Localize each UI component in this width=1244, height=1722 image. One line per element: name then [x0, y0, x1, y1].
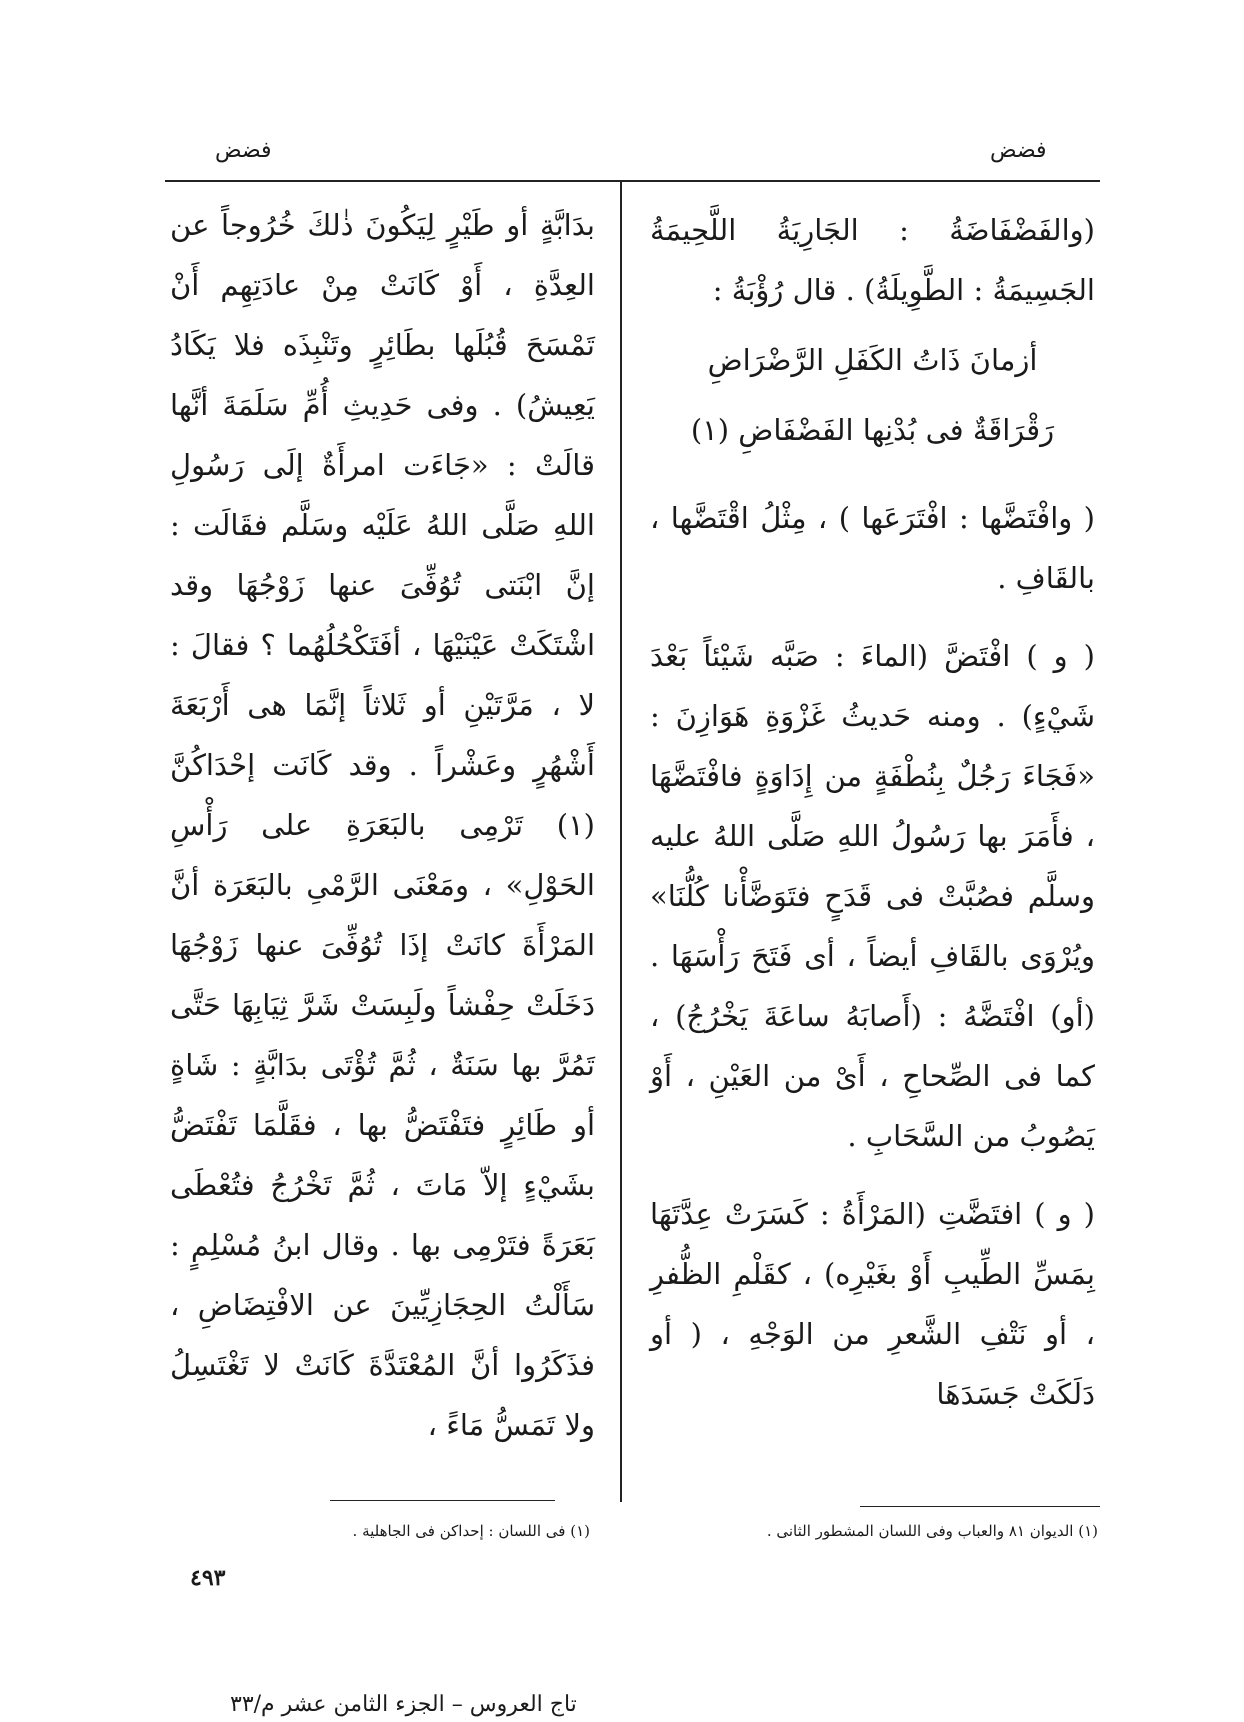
running-head-left: فضض [215, 138, 272, 163]
left-paragraph-1: بدَابَّةٍ أو طَيْرٍ لِيَكُونَ ذٰلكَ خُرُوجاً عن العِدَّةِ ، أَوْ كَانَتْ مِنْ عادَتِهِم أَنْ تَمْسَحَ قُبُلَها بطَائِرٍ وتَنْبِذَه فلا يَكَادُ يَعِيشُ) . وفى حَدِيثِ أُمِّ سَلَمَةَ أنَّها قالَتْ : «جَاءَت امرأَةٌ إلَى رَسُولِ اللهِ صَلَّى اللهُ عَلَيْه وسَلَّم فقَالَت : إنَّ ابْنَتى تُوُفِّىَ عنها زَوْجُهَا وقد اشْتَكَتْ عَيْنَيْهَا ، أفَتَكْحُلُهُما ؟ فقالَ : لا ، مَرَّتَيْنِ أو ثَلاثاً إنَّمَا هى أَرْبَعَةَ أَشْهُرٍ وعَشْراً . وقد كَانَت إحْدَاكُنَّ (١) تَرْمِى بالبَعَرَةِ على رَأْسِ الحَوْلِ» ، ومَعْنَى الرَّمْىِ بالبَعَرَة أنَّ المَرْأَةَ كانَتْ إذَا تُوُفِّىَ عنها زَوْجُهَا دَخَلَتْ حِفْشاً ولَبِسَتْ شَرَّ ثِيَابِهَا حَتَّى تَمُرَّ بها سَنَةٌ ، ثُمَّ تُؤْتَى بدَابَّةٍ : شَاةٍ أو طَائِرٍ فتَفْتَضُّ بها ، فقَلَّمَا تَفْتَضُّ بشَيْءٍ إلاّ مَاتَ ، ثُمَّ تَخْرُجُ فتُعْطَى بَعَرَةً فتَرْمِى بها . وقال ابنُ مُسْلِمٍ : سَأَلْتُ الحِجَازِيِّينَ عن الافْتِضَاضِ ، فذَكَرُوا أنَّ المُعْتَدَّةَ كَانَتْ لا تَغْتَسِلُ ولا تَمَسُّ مَاءً ، [170, 208, 595, 1442]
verse-line-1: أزمانَ ذَاتُ الكَفَلِ الرَّضْرَاضِ [707, 343, 1038, 377]
book-footer: تاج العروس – الجزء الثامن عشر م/٣٣ [230, 1692, 577, 1717]
spacer [650, 1166, 1095, 1184]
right-paragraph-1: (والفَضْفَاضَةُ : الجَارِيَةُ اللَّحِيمَةُ الجَسِيمَةُ : الطَّوِيلَةُ) . قال رُؤْبَةُ : [650, 213, 1095, 307]
running-head-right: فضض [990, 138, 1047, 163]
right-paragraph-2: ( وافْتَضَّها : افْتَرَعَها ) ، مِثْلُ اقْتَضَّها ، بالقَافِ . [650, 501, 1095, 595]
header-rule [165, 180, 1100, 182]
footnote-left: (١) فى اللسان : إحداكن فى الجاهلية . [352, 1522, 590, 1540]
right-paragraph-3: ( و ) افْتَضَّ (الماءَ : صَبَّه شَيْئاً بَعْدَ شَيْءٍ) . ومنه حَديثُ غَزْوَةِ هَوَازِنَ : «فَجَاءَ رَجُلٌ بِنُطْفَةٍ من إِدَاوَةٍ فافْتَضَّهَا ، فأَمَرَ بها رَسُولُ اللهِ صَلَّى اللهُ عليه وسلَّم فصُبَّتْ فى قَدَحٍ فتَوَضَّأْنا كُلُّنَا» ويُرْوَى بالقَافِ أيضاً ، أى فَتَحَ رَأْسَهَا . (أو) افْتَضَّهُ : (أَصابَهُ ساعَةَ يَخْرُجُ) ، كما فى الصِّحاحِ ، أَىْ من العَيْنِ ، أَوْ يَصُوبُ من السَّحَابِ . [650, 639, 1095, 1153]
right-column [650, 200, 1095, 1424]
footnote-right: (١) الديوان ٨١ والعباب وفى اللسان المشطور الثانى . [766, 1522, 1098, 1540]
footnote-rule-right [860, 1506, 1100, 1507]
left-column [170, 195, 595, 1455]
footnote-rule-left [330, 1500, 555, 1501]
column-divider [620, 182, 622, 1502]
verse-line-2: رَقْرَاقَةٌ فى بُدْنِها الفَضْفَاضِ (١) [690, 413, 1055, 447]
spacer [650, 608, 1095, 626]
right-paragraph-4: ( و ) افتَضَّتِ (المَرْأَةُ : كَسَرَتْ عِدَّتَهَا بِمَسِّ الطِّيبِ أَوْ بغَيْرِه) ، كقَلْمِ الظُّفرِ ، أو نَتْفِ الشَّعرِ من الوَجْهِ ، ( أو دَلَكَتْ جَسَدَهَا [650, 1197, 1095, 1411]
spacer [650, 470, 1095, 488]
page-number: ٤٩٣ [190, 1565, 226, 1591]
